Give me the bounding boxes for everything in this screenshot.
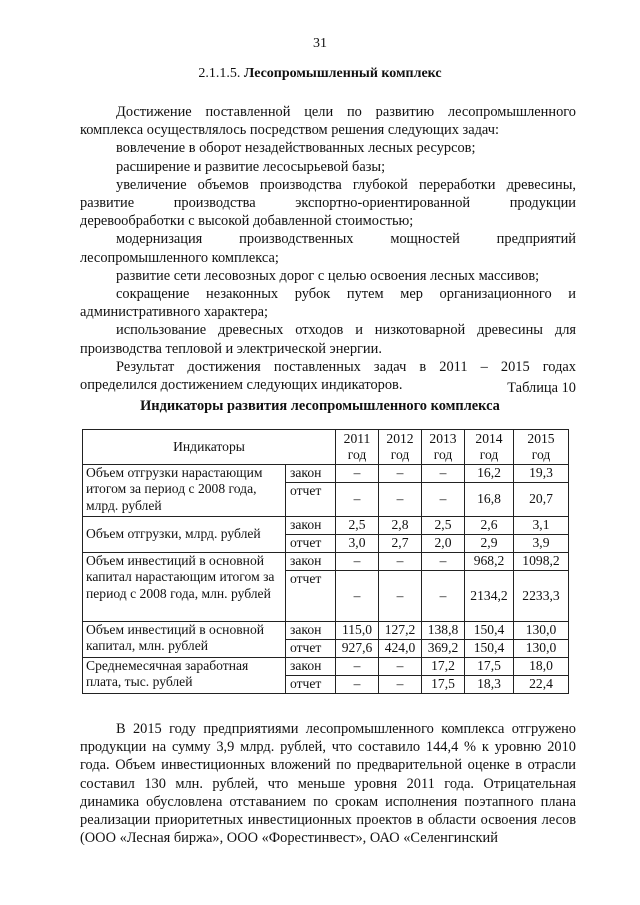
table-cell: – bbox=[336, 553, 379, 571]
list-item: развитие сети лесовозных дорог с целью освоения лесных массивов; bbox=[116, 267, 540, 284]
table-cell: – bbox=[379, 676, 422, 694]
row-kind-law: закон bbox=[286, 658, 336, 676]
table-cell: 2233,3 bbox=[514, 571, 569, 622]
row-kind-law: закон bbox=[286, 517, 336, 535]
table-cell: 424,0 bbox=[379, 640, 422, 658]
list-item: увеличение объемов производства глубокой переработки древесины, развитие производства экспортно-ориентированной продукции деревообработки с высокой добавленной стоимостью; bbox=[80, 176, 576, 230]
section-title: Лесопромышленный комплекс bbox=[243, 66, 442, 81]
indicator-name: Среднемесячная заработная плата, тыс. рублей bbox=[83, 658, 286, 694]
table-cell: – bbox=[336, 465, 379, 483]
table-row bbox=[83, 622, 569, 640]
page-number: 31 bbox=[313, 36, 327, 51]
table-cell: 369,2 bbox=[422, 640, 465, 658]
table-cell: – bbox=[336, 571, 379, 622]
table-cell: – bbox=[336, 658, 379, 676]
table-cell: 2,7 bbox=[379, 535, 422, 553]
header-indicators: Индикаторы bbox=[83, 430, 336, 465]
row-kind-report: отчет bbox=[286, 676, 336, 694]
row-kind-report: отчет bbox=[286, 535, 336, 553]
indicator-name: Объем инвестиций в основной капитал нарастающим итогом за период с 2008 года, млн. рублей bbox=[83, 553, 286, 622]
table-cell: 2,8 bbox=[379, 517, 422, 535]
indicator-name: Объем отгрузки нарастающим итогом за период с 2008 года, млрд. рублей bbox=[83, 465, 286, 517]
row-kind-report: отчет bbox=[286, 640, 336, 658]
table-cell: – bbox=[422, 465, 465, 483]
table-cell: 2,5 bbox=[336, 517, 379, 535]
table-cell: 18,0 bbox=[514, 658, 569, 676]
paragraph: В 2015 году предприятиями лесопромышленного комплекса отгружено продукции на сумму 3,9 млрд. рублей, что составило 144,4 % к уровню 2010 года. Объем инвестиционных вложений по предварительной оценке в отрасли составил 130 млн. рублей, что меньше уровня 2011 года. Отрицательная динамика обусловлена отставанием по срокам исполнения поэтапного плана реализации приоритетных инвестиционных проектов в области освоения лесов (ООО «Лесная биржа», ООО «Форестинвест», ОАО «Селенгинский bbox=[80, 721, 576, 847]
table-cell: 1098,2 bbox=[514, 553, 569, 571]
table-cell: 115,0 bbox=[336, 622, 379, 640]
table-row bbox=[83, 553, 569, 571]
table-cell: 150,4 bbox=[465, 640, 514, 658]
list-item: расширение и развитие лесосырьевой базы; bbox=[116, 158, 386, 175]
table-cell: 3,1 bbox=[514, 517, 569, 535]
table-cell: 130,0 bbox=[514, 640, 569, 658]
table-cell: – bbox=[422, 571, 465, 622]
table-cell: 130,0 bbox=[514, 622, 569, 640]
table-cell: – bbox=[336, 483, 379, 517]
table-cell: 2134,2 bbox=[465, 571, 514, 622]
table-cell: 17,5 bbox=[422, 676, 465, 694]
header-year: 2011 год bbox=[336, 430, 379, 465]
table-cell: 150,4 bbox=[465, 622, 514, 640]
row-kind-law: закон bbox=[286, 465, 336, 483]
table-cell: 17,2 bbox=[422, 658, 465, 676]
header-year: 2014 год bbox=[465, 430, 514, 465]
table-row bbox=[83, 517, 569, 535]
table-cell: 22,4 bbox=[514, 676, 569, 694]
indicator-name: Объем отгрузки, млрд. рублей bbox=[83, 517, 286, 553]
table-cell: 17,5 bbox=[465, 658, 514, 676]
table-header-row bbox=[83, 430, 569, 465]
list-item: использование древесных отходов и низкотоварной древесины для производства тепловой и электрической энергии. bbox=[80, 322, 576, 357]
table-cell: – bbox=[379, 571, 422, 622]
table-cell: 138,8 bbox=[422, 622, 465, 640]
table-cell: 968,2 bbox=[465, 553, 514, 571]
table-cell: – bbox=[336, 676, 379, 694]
header-year: 2013 год bbox=[422, 430, 465, 465]
intro-text bbox=[80, 103, 576, 394]
list-item: модернизация производственных мощностей предприятий лесопромышленного комплекса; bbox=[80, 231, 576, 266]
table-cell: 127,2 bbox=[379, 622, 422, 640]
table-cell: 16,2 bbox=[465, 465, 514, 483]
table-cell: 2,6 bbox=[465, 517, 514, 535]
table-cell: – bbox=[379, 483, 422, 517]
outro-text bbox=[80, 720, 576, 847]
row-kind-report: отчет bbox=[286, 571, 336, 622]
header-year: 2012 год bbox=[379, 430, 422, 465]
table-cell: 18,3 bbox=[465, 676, 514, 694]
table-cell: 2,5 bbox=[422, 517, 465, 535]
row-kind-report: отчет bbox=[286, 483, 336, 517]
section-number: 2.1.1.5. bbox=[198, 66, 241, 81]
table-cell: 2,0 bbox=[422, 535, 465, 553]
paragraph: Достижение поставленной цели по развитию лесопромышленного комплекса осуществлялось посредством решения следующих задач: bbox=[80, 104, 576, 139]
table-cell: 3,9 bbox=[514, 535, 569, 553]
table-cell: 3,0 bbox=[336, 535, 379, 553]
table-cell: 2,9 bbox=[465, 535, 514, 553]
table-caption: Таблица 10 bbox=[507, 380, 576, 396]
table-cell: – bbox=[422, 553, 465, 571]
table-cell: 20,7 bbox=[514, 483, 569, 517]
table-row bbox=[83, 465, 569, 483]
table-row bbox=[83, 658, 569, 676]
list-item: сокращение незаконных рубок путем мер организационного и административного характера; bbox=[80, 286, 576, 321]
paragraph: Результат достижения поставленных задач в 2011 – 2015 годах определился достижением следующих индикаторов. bbox=[80, 358, 576, 394]
table-cell: – bbox=[422, 483, 465, 517]
indicators-table bbox=[82, 429, 569, 694]
table-cell: 927,6 bbox=[336, 640, 379, 658]
table-cell: – bbox=[379, 553, 422, 571]
table-cell: – bbox=[379, 465, 422, 483]
indicator-name: Объем инвестиций в основной капитал, млн. рублей bbox=[83, 622, 286, 658]
row-kind-law: закон bbox=[286, 622, 336, 640]
section-heading bbox=[0, 66, 640, 82]
table-cell: 19,3 bbox=[514, 465, 569, 483]
table-title: Индикаторы развития лесопромышленного комплекса bbox=[140, 398, 500, 414]
table-cell: 16,8 bbox=[465, 483, 514, 517]
table-cell: – bbox=[379, 658, 422, 676]
row-kind-law: закон bbox=[286, 553, 336, 571]
list-item: вовлечение в оборот незадействованных лесных ресурсов; bbox=[116, 140, 476, 157]
header-year: 2015 год bbox=[514, 430, 569, 465]
